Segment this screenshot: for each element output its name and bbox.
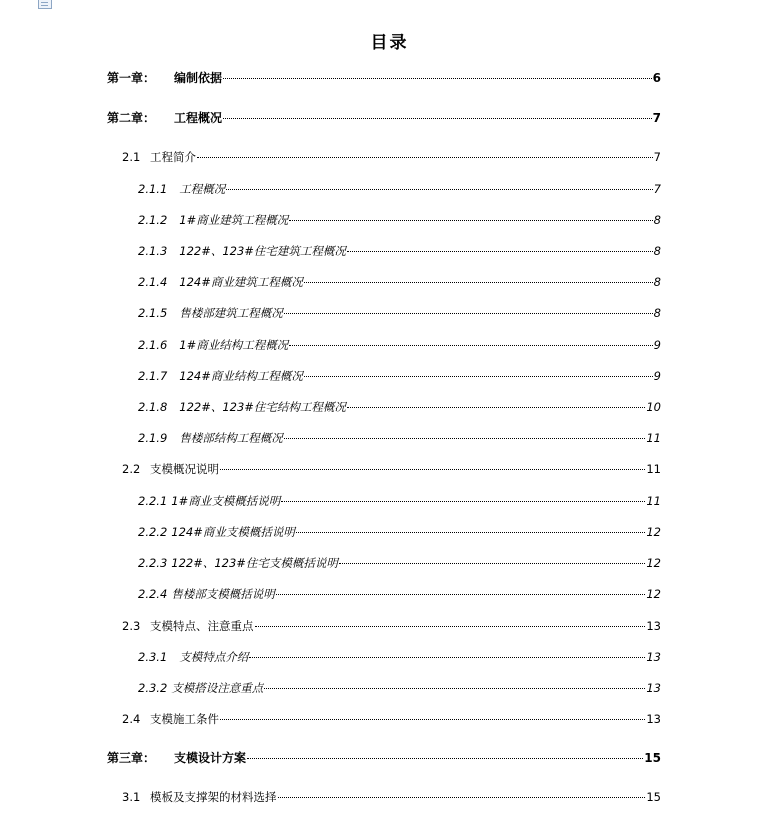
toc-entry[interactable] [138, 274, 661, 290]
toc-entry-page: 7 [653, 182, 661, 196]
toc-entry-number: 3.1 [122, 790, 141, 804]
toc-entry-text: 售楼部支模概括说明 [171, 587, 275, 601]
toc-entry-page: 11 [646, 494, 661, 508]
toc-entry-number: 2.1 [122, 150, 141, 164]
toc-entry-number: 2.3.2 [138, 681, 168, 695]
toc-leader-dots [223, 78, 652, 79]
toc-entry-text: 1#商业建筑工程概况 [179, 213, 289, 227]
toc-title: 目录 [370, 33, 409, 53]
toc-entry-number: 2.3.1 [138, 650, 168, 664]
toc-entry-page: 8 [653, 213, 661, 227]
toc-entry-number: 2.1.2 [138, 213, 168, 227]
toc-entry-page: 9 [653, 338, 661, 352]
toc-leader-dots [347, 407, 645, 408]
toc-entry-page: 11 [646, 431, 661, 445]
toc-entry-text: 支模概况说明 [150, 462, 219, 476]
toc-leader-dots [255, 626, 646, 627]
toc-entry[interactable] [138, 399, 661, 415]
toc-entry-number: 2.1.9 [138, 431, 168, 445]
toc-entry[interactable] [138, 305, 661, 321]
toc-entry-number: 2.2.4 [138, 587, 168, 601]
toc-entry-page: 13 [646, 650, 661, 664]
toc-entry-text: 支模特点、注意重点 [150, 619, 254, 633]
toc-entry-number: 2.1.4 [138, 275, 168, 289]
toc-entry-number: 2.2.2 [138, 525, 168, 539]
toc-leader-dots [289, 220, 652, 221]
toc-leader-dots [289, 345, 652, 346]
toc-leader-dots [304, 282, 653, 283]
toc-entry[interactable] [138, 243, 661, 259]
toc-entry-page: 11 [646, 462, 661, 476]
toc-entry[interactable] [138, 586, 661, 602]
toc-entry-text: 1#商业支模概括说明 [171, 494, 281, 508]
toc-leader-dots [304, 376, 653, 377]
toc-entry[interactable] [138, 493, 661, 509]
toc-entry[interactable] [122, 618, 661, 634]
toc-entry[interactable] [138, 181, 661, 197]
toc-entry-text: 工程概况 [174, 111, 223, 125]
toc-entry-text: 1#商业结构工程概况 [179, 338, 289, 352]
toc-entry[interactable] [138, 430, 661, 446]
toc-entry[interactable] [138, 555, 661, 571]
toc-entry-text: 售楼部结构工程概况 [179, 431, 283, 445]
document-icon [38, 0, 52, 9]
toc-entry-page: 8 [653, 244, 661, 258]
toc-leader-dots [284, 438, 646, 439]
toc-entry[interactable] [122, 461, 661, 477]
toc-entry-page: 13 [646, 681, 661, 695]
toc-leader-dots [197, 157, 653, 158]
toc-entry-page: 13 [646, 712, 661, 726]
toc-entry[interactable] [107, 750, 661, 766]
toc-entry-number: 第三章： [107, 751, 156, 765]
toc-entry-page: 7 [653, 150, 661, 164]
toc-entry[interactable] [138, 649, 661, 665]
toc-leader-dots [296, 532, 646, 533]
toc-entry-number: 2.2 [122, 462, 141, 476]
toc-entry-text: 124#商业建筑工程概况 [179, 275, 303, 289]
toc-entry-text: 支模设计方案 [174, 751, 247, 765]
toc-entry-number: 2.2.3 [138, 556, 168, 570]
toc-entry-page: 12 [646, 587, 661, 601]
toc-entry-number: 2.1.8 [138, 400, 168, 414]
toc-entry-page: 15 [646, 790, 661, 804]
toc-entry[interactable] [122, 789, 661, 805]
toc-entry-text: 工程简介 [150, 150, 196, 164]
toc-entry-page: 7 [652, 111, 661, 125]
toc-entry-number: 2.3 [122, 619, 141, 633]
toc-leader-dots [249, 657, 645, 658]
toc-entry[interactable] [122, 149, 661, 165]
toc-entry[interactable] [138, 680, 661, 696]
toc-entry-page: 9 [653, 369, 661, 383]
toc-entry-number: 2.1.7 [138, 369, 168, 383]
toc-entry[interactable] [138, 524, 661, 540]
toc-entry-number: 2.1.3 [138, 244, 168, 258]
toc-leader-dots [276, 594, 646, 595]
toc-entry-text: 124#商业结构工程概况 [179, 369, 303, 383]
toc-entry-number: 第一章： [107, 71, 156, 85]
toc-entry-text: 支模施工条件 [150, 712, 219, 726]
toc-entry-text: 模板及支撑架的材料选择 [150, 790, 277, 804]
toc-entry-text: 售楼部建筑工程概况 [179, 306, 283, 320]
toc-entry-page: 12 [646, 556, 661, 570]
toc-leader-dots [220, 719, 645, 720]
toc-entry[interactable] [107, 70, 661, 86]
toc-leader-dots [284, 313, 653, 314]
toc-entry-text: 支模特点介绍 [179, 650, 249, 664]
toc-entry-text: 122#、123#住宅建筑工程概况 [179, 244, 346, 258]
toc-entry-page: 15 [644, 751, 661, 765]
toc-entry-page: 13 [646, 619, 661, 633]
toc-entry[interactable] [138, 337, 661, 353]
toc-entry-number: 2.1.6 [138, 338, 168, 352]
toc-entry-page: 8 [653, 306, 661, 320]
toc-entry[interactable] [138, 212, 661, 228]
toc-entry-page: 6 [652, 71, 661, 85]
toc-entry-number: 2.4 [122, 712, 141, 726]
toc-entry[interactable] [107, 110, 661, 126]
toc-entry-number: 第二章： [107, 111, 156, 125]
toc-entry-text: 工程概况 [179, 182, 226, 196]
toc-entry-page: 12 [646, 525, 661, 539]
toc-entry[interactable] [138, 368, 661, 384]
toc-entry-number: 2.1.5 [138, 306, 168, 320]
toc-leader-dots [226, 189, 652, 190]
toc-leader-dots [281, 501, 645, 502]
toc-entry-number: 2.2.1 [138, 494, 168, 508]
toc-leader-dots [223, 118, 652, 119]
toc-entry-text: 支模搭设注意重点 [171, 681, 264, 695]
toc-entry-text: 122#、123#住宅支模概括说明 [171, 556, 338, 570]
toc-leader-dots [339, 563, 645, 564]
toc-entry-number: 2.1.1 [138, 182, 168, 196]
toc-entry-page: 10 [646, 400, 661, 414]
toc-entry[interactable] [122, 711, 661, 727]
toc-entry-page: 8 [653, 275, 661, 289]
toc-leader-dots [220, 469, 645, 470]
toc-entry-text: 122#、123#住宅结构工程概况 [179, 400, 346, 414]
toc-entry-text: 124#商业支模概括说明 [171, 525, 295, 539]
toc-leader-dots [247, 758, 643, 759]
toc-leader-dots [347, 251, 653, 252]
toc-leader-dots [264, 688, 645, 689]
toc-leader-dots [278, 797, 646, 798]
toc-entry-text: 编制依据 [174, 71, 223, 85]
